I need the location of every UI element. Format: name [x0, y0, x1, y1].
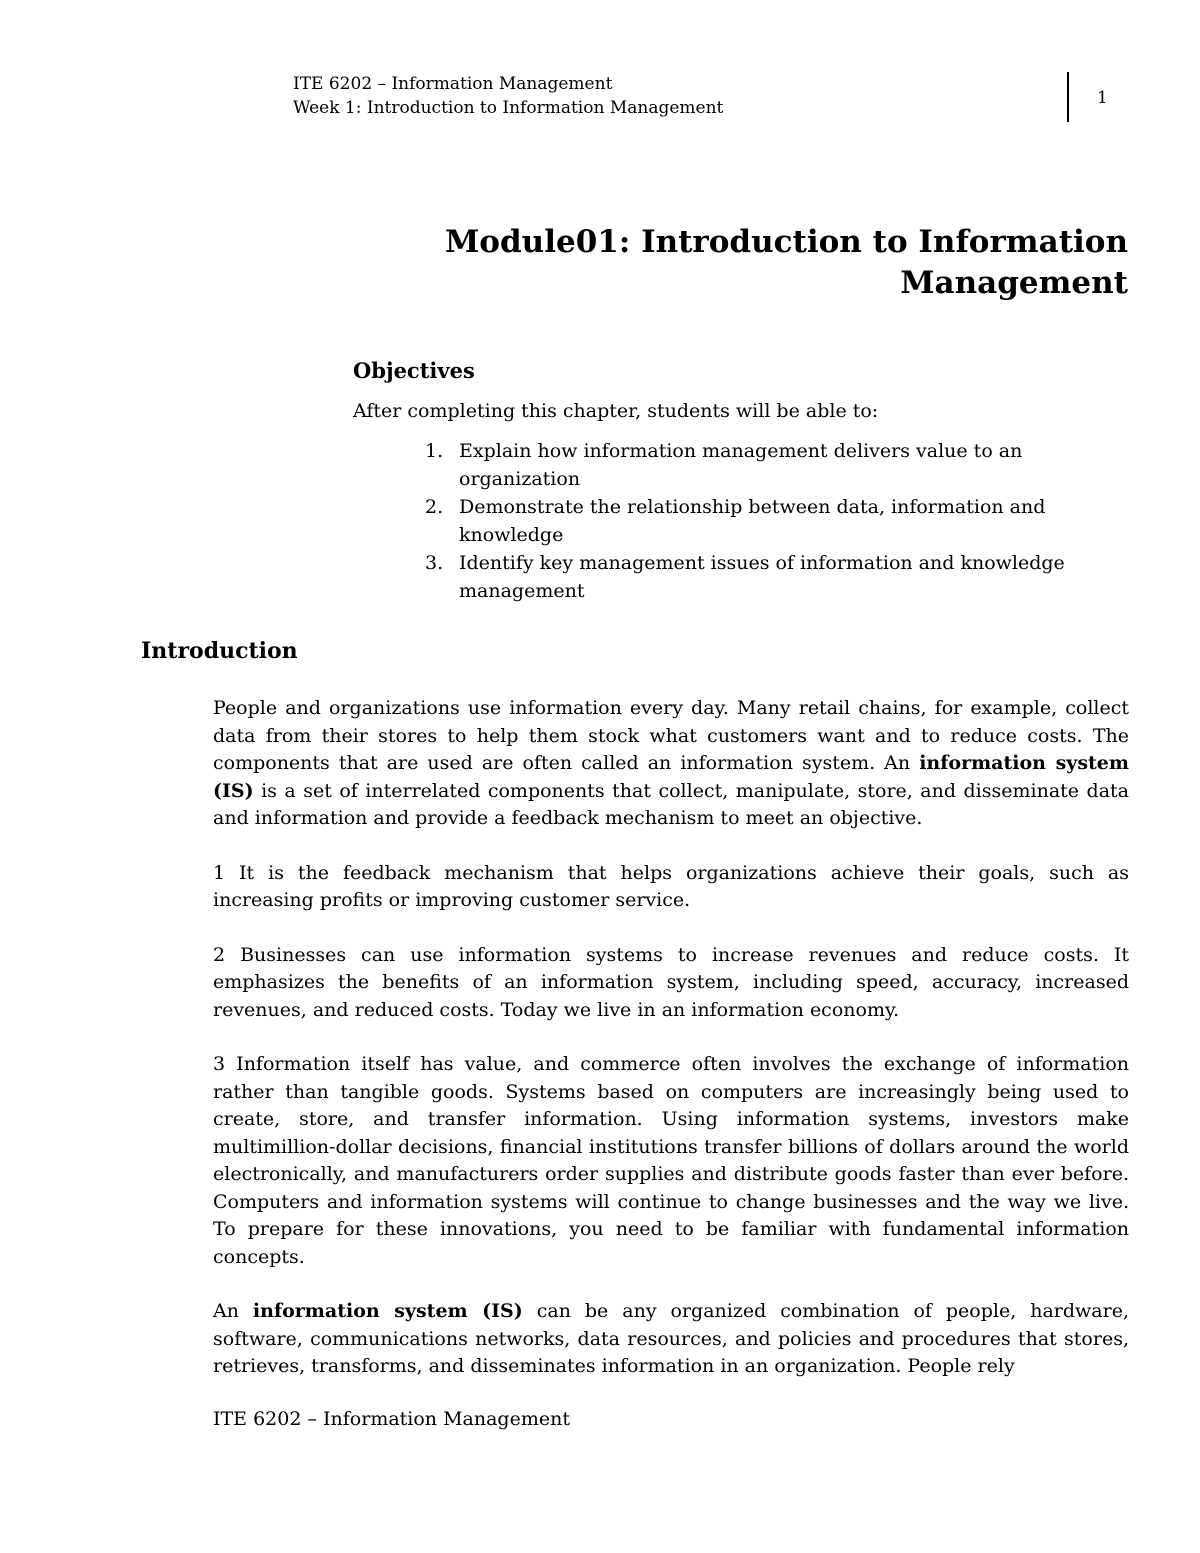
header-week: Week 1: Introduction to Information Management [293, 98, 724, 118]
paragraph-1 [213, 695, 1129, 833]
paragraph-3: 2 Businesses can use information systems to increase revenues and reduce costs. It emphasizes the benefits of an information system, including speed, accuracy, increased revenues, and reduced costs. Today we live in an information economy. [213, 943, 1129, 1021]
list-item-number: 3. [425, 552, 444, 574]
term-information-system-is: information system (IS) [252, 1300, 523, 1322]
list-item [425, 493, 1105, 549]
page-number: 1 [1097, 88, 1108, 108]
introduction-body [213, 695, 1129, 1408]
objectives-intro: After completing this chapter, students will be able to: [353, 400, 879, 422]
list-item [425, 549, 1105, 605]
header-divider [1067, 72, 1069, 122]
header-course: ITE 6202 – Information Management [293, 74, 613, 94]
objectives-list [425, 437, 1105, 605]
running-header [293, 72, 723, 120]
paragraph-1-text-c: is a set of interrelated components that collect, manipulate, store, and disseminate data and information and provide a feedback mechanism to meet an objective. [213, 779, 1129, 829]
list-item-text: Identify key management issues of information and knowledge management [459, 552, 1065, 602]
list-item [425, 437, 1105, 493]
term-is-abbrev: (IS) [213, 779, 254, 802]
paragraph-5-text-b: can be any organized combination of people, hardware, software, communications networks, data resources, and policies and procedures that stores, retrieves, transforms, and disseminates information in an organization. People rely [213, 1300, 1129, 1377]
list-item-text: Explain how information management delivers value to an organization [459, 440, 1023, 490]
page-title-line-1: Module01: Introduction to Information [444, 224, 1128, 260]
list-item-text: Demonstrate the relationship between data, information and knowledge [459, 496, 1046, 546]
paragraph-5 [213, 1298, 1129, 1381]
page-title-line-2: Management [900, 265, 1128, 301]
paragraph-4: 3 Information itself has value, and commerce often involves the exchange of information rather than tangible goods. Systems based on computers are increasingly being used to create, store, and transfer information. Using information systems, investors make multimillion-dollar decisions, financial institutions transfer billions of dollars around the world electronically, and manufacturers order supplies and distribute goods faster than ever before. Computers and information systems will continue to change businesses and the way we live. To prepare for these innovations, you need to be familiar with fundamental information concepts. [213, 1053, 1129, 1268]
paragraph-5-text-a: An [213, 1300, 253, 1322]
list-item-number: 2. [425, 496, 444, 518]
page-title [428, 222, 1128, 304]
objectives-heading: Objectives [353, 358, 475, 383]
page-footer: ITE 6202 – Information Management [213, 1408, 570, 1430]
term-information-system: information system [919, 752, 1129, 774]
paragraph-1-text-a: People and organizations use information every day. Many retail chains, for example, collect data from their stores to help them stock what customers want and to reduce costs. The components that are used are often called an information system. An [213, 697, 1129, 774]
list-item-number: 1. [425, 440, 444, 462]
paragraph-2: 1 It is the feedback mechanism that helps organizations achieve their goals, such as increasing profits or improving customer service. [213, 861, 1129, 911]
introduction-heading: Introduction [141, 638, 298, 664]
